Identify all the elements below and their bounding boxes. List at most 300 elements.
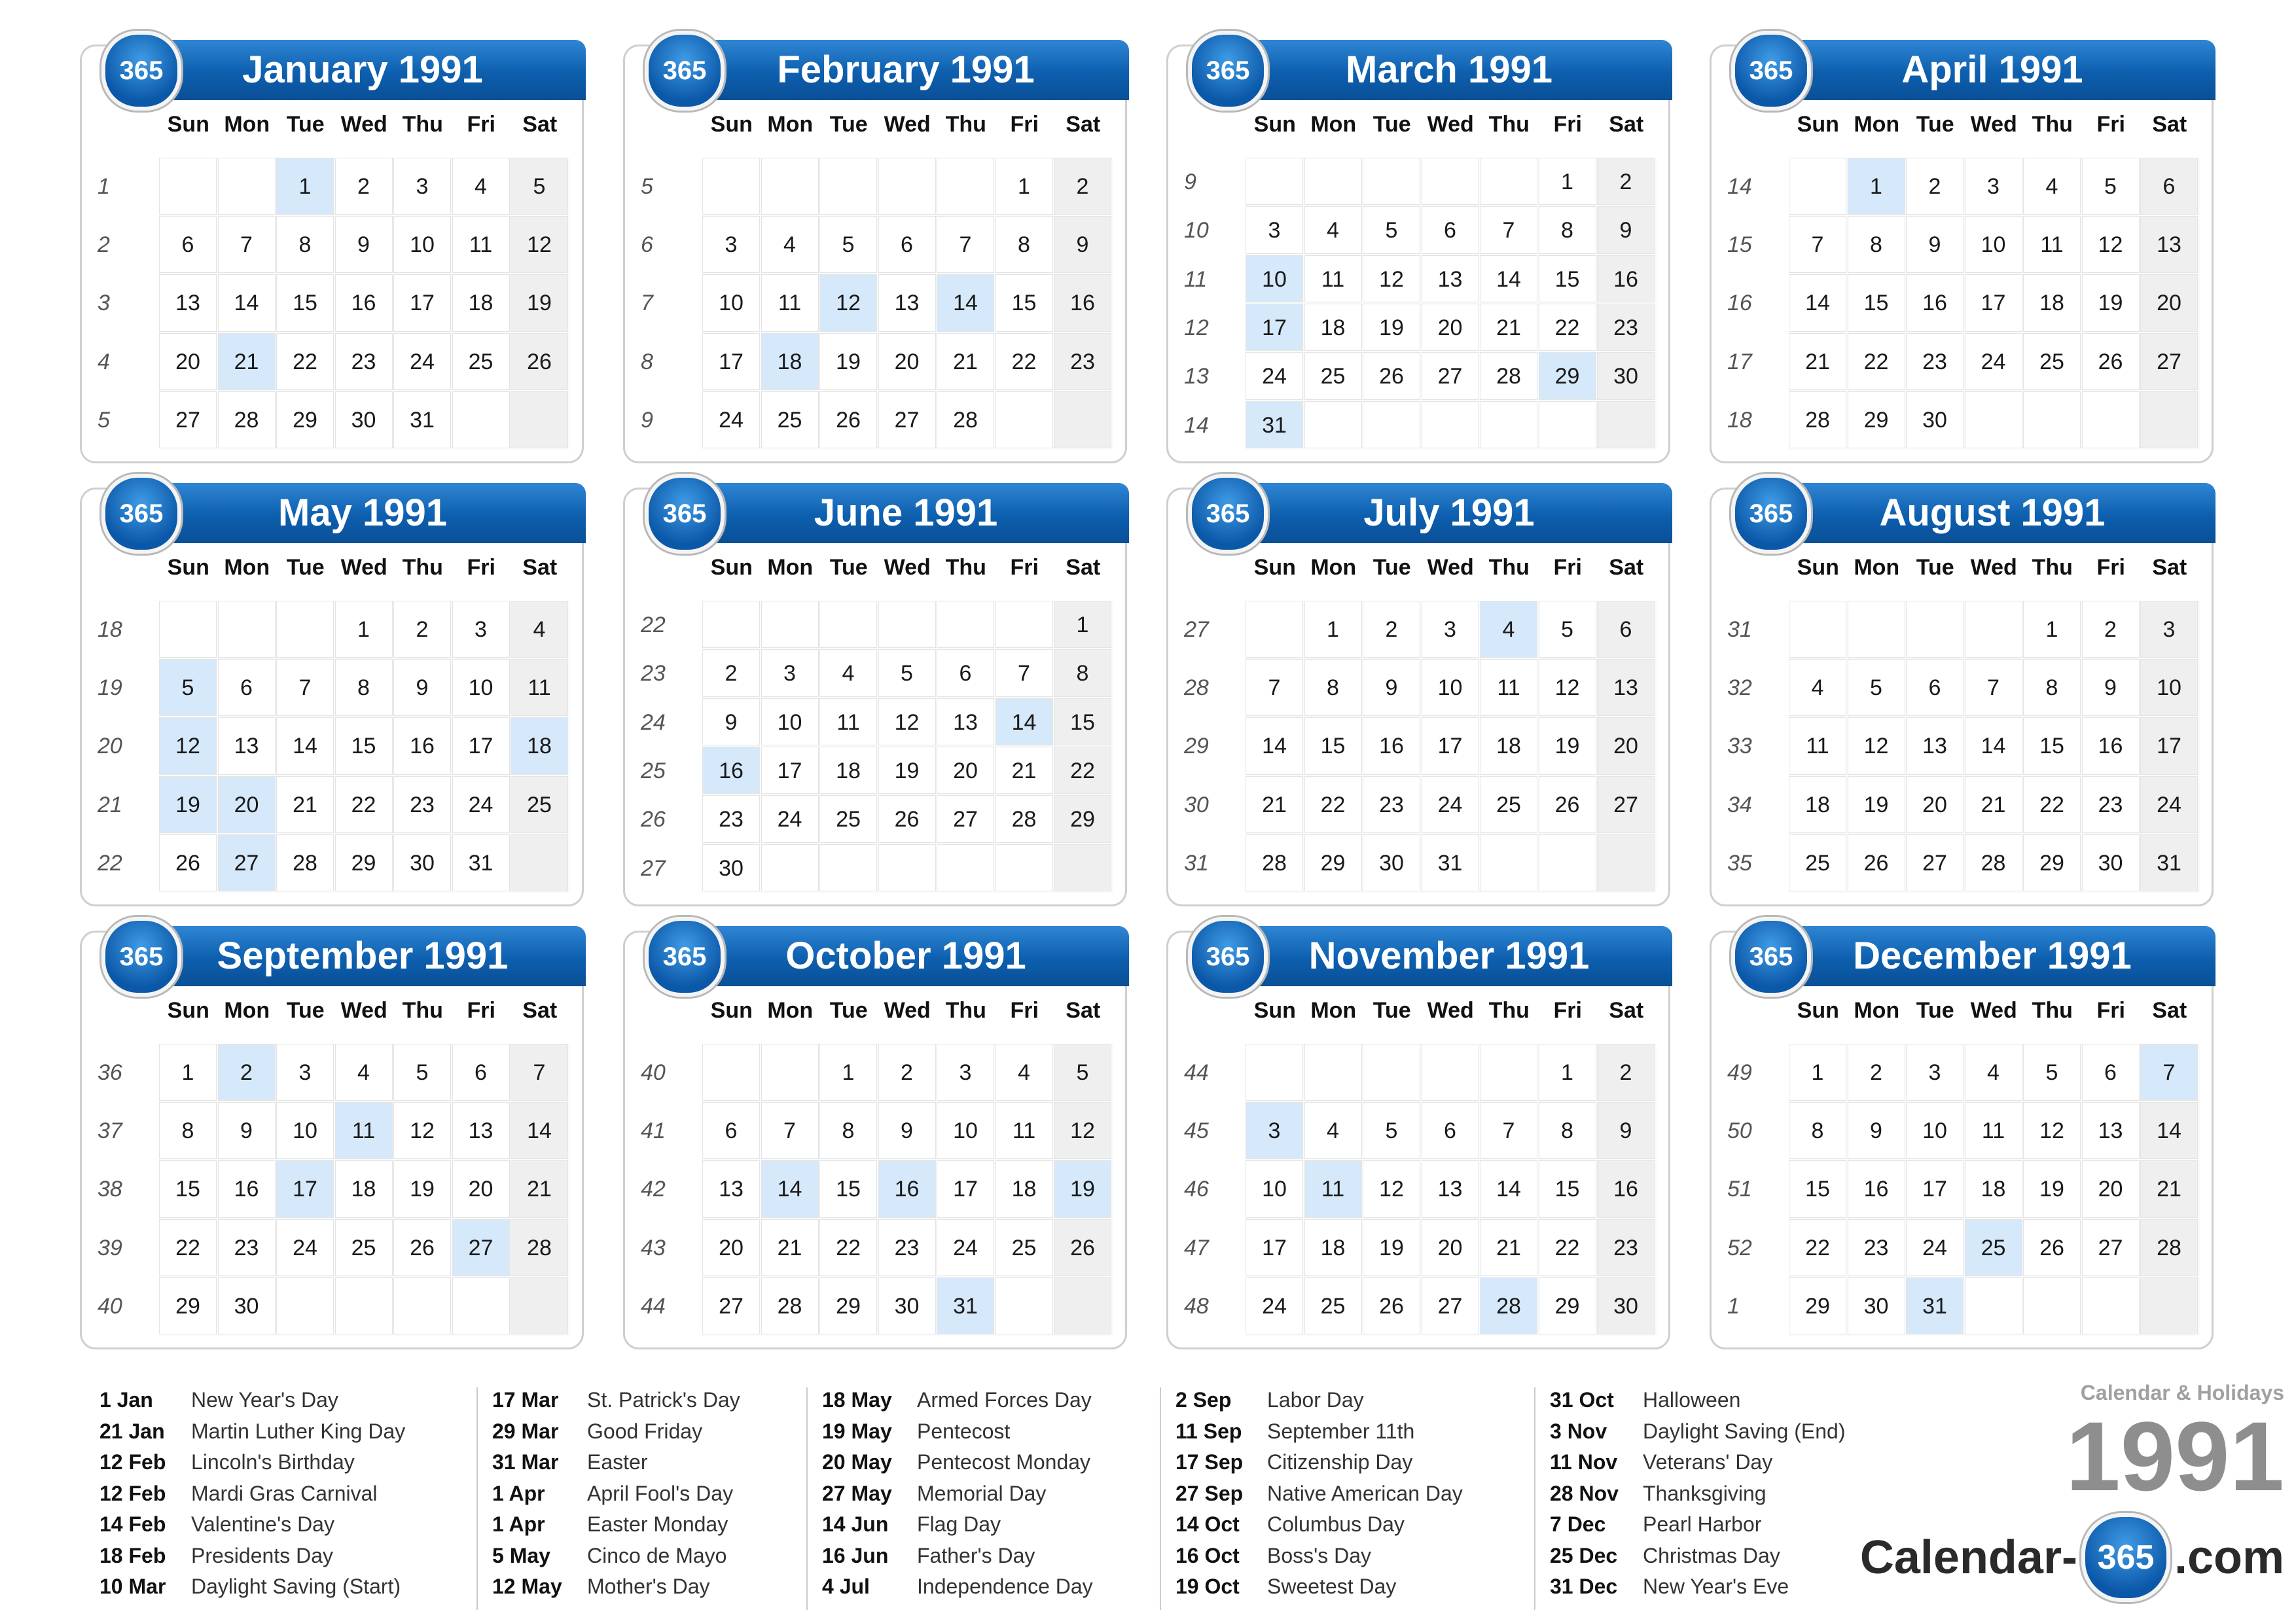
holiday-date: 11 Nov bbox=[1550, 1450, 1618, 1474]
badge-365-icon: 365 bbox=[101, 31, 181, 111]
day-cell: 5 bbox=[1539, 601, 1596, 658]
holiday-date: 4 Jul bbox=[822, 1575, 870, 1598]
day-cell: 17 bbox=[1246, 304, 1303, 351]
empty-day-cell bbox=[1054, 844, 1111, 891]
holiday-name: St. Patrick's Day bbox=[587, 1388, 740, 1412]
weekday-header: Sun bbox=[167, 555, 209, 580]
holiday-name: Memorial Day bbox=[917, 1481, 1047, 1505]
day-cell: 3 bbox=[937, 1044, 994, 1101]
day-cell: 2 bbox=[1906, 158, 1964, 215]
day-cell: 28 bbox=[1246, 834, 1303, 891]
day-cell: 9 bbox=[218, 1102, 276, 1159]
holiday-entry bbox=[492, 1385, 740, 1416]
day-cell: 12 bbox=[1054, 1102, 1111, 1159]
day-cell: 22 bbox=[996, 333, 1053, 390]
holiday-name: New Year's Day bbox=[191, 1388, 338, 1412]
weekday-header: Mon bbox=[767, 555, 814, 580]
day-cell: 11 bbox=[1480, 659, 1537, 716]
day-cell: 25 bbox=[819, 795, 877, 842]
day-cell: 16 bbox=[702, 747, 760, 794]
day-cell: 1 bbox=[996, 158, 1053, 215]
holiday-column bbox=[1550, 1385, 1845, 1603]
weekday-header: Sat bbox=[522, 112, 558, 137]
week-number: 46 bbox=[1184, 1177, 1209, 1202]
day-cell: 29 bbox=[1539, 352, 1596, 399]
day-cell: 5 bbox=[819, 216, 877, 273]
brand-subtitle: Calendar & Holidays bbox=[2080, 1381, 2284, 1404]
day-cell: 11 bbox=[1304, 1160, 1362, 1217]
month-card bbox=[1710, 488, 2214, 906]
empty-day-cell bbox=[1789, 158, 1846, 215]
weekday-header: Thu bbox=[945, 555, 986, 580]
week-number: 6 bbox=[641, 232, 653, 258]
day-cell: 27 bbox=[2140, 333, 2198, 390]
day-cell: 19 bbox=[2023, 1160, 2081, 1217]
day-cell: 14 bbox=[996, 698, 1053, 745]
day-cell: 25 bbox=[1480, 776, 1537, 833]
holiday-entry bbox=[1175, 1571, 1463, 1603]
empty-day-cell bbox=[761, 1044, 819, 1101]
weekday-header: Tue bbox=[829, 555, 868, 580]
day-cell: 15 bbox=[1539, 1160, 1596, 1217]
holiday-entry bbox=[99, 1478, 405, 1510]
week-number: 42 bbox=[641, 1177, 666, 1202]
day-cell: 15 bbox=[1789, 1160, 1846, 1217]
empty-day-cell bbox=[276, 601, 334, 658]
weekday-header: Fri bbox=[1553, 555, 1582, 580]
day-cell: 13 bbox=[1906, 717, 1964, 774]
day-cell: 23 bbox=[335, 333, 393, 390]
holiday-entry bbox=[99, 1385, 405, 1416]
day-cell: 20 bbox=[878, 333, 936, 390]
week-number: 51 bbox=[1727, 1177, 1752, 1202]
month-title: July 1991 bbox=[1363, 491, 1535, 534]
week-number: 25 bbox=[641, 758, 666, 783]
holiday-name: Cinco de Mayo bbox=[587, 1543, 727, 1567]
day-cell: 27 bbox=[1597, 776, 1655, 833]
weekday-header: Mon bbox=[1854, 112, 1900, 137]
day-cell: 19 bbox=[159, 776, 217, 833]
day-cell: 6 bbox=[1906, 659, 1964, 716]
month-title: March 1991 bbox=[1346, 48, 1552, 91]
day-cell: 22 bbox=[819, 1219, 877, 1276]
week-number: 22 bbox=[98, 850, 122, 876]
day-cell: 19 bbox=[2082, 274, 2140, 331]
month-card bbox=[623, 45, 1127, 463]
day-cell: 10 bbox=[2140, 659, 2198, 716]
holiday-entry bbox=[822, 1478, 1093, 1510]
day-cell: 14 bbox=[218, 274, 276, 331]
empty-day-cell bbox=[2023, 1277, 2081, 1334]
month-header bbox=[1200, 483, 1672, 543]
day-cell: 5 bbox=[2023, 1044, 2081, 1101]
empty-day-cell bbox=[2140, 391, 2198, 448]
holiday-name: Christmas Day bbox=[1643, 1543, 1780, 1567]
weekday-header: Mon bbox=[767, 112, 814, 137]
empty-day-cell bbox=[1539, 834, 1596, 891]
day-cell: 13 bbox=[2140, 216, 2198, 273]
holiday-date: 16 Jun bbox=[822, 1543, 889, 1567]
day-cell: 29 bbox=[159, 1277, 217, 1334]
holiday-name: Native American Day bbox=[1267, 1481, 1463, 1505]
day-cell: 9 bbox=[878, 1102, 936, 1159]
month-card bbox=[1710, 45, 2214, 463]
holiday-date: 2 Sep bbox=[1175, 1388, 1232, 1412]
holiday-entry bbox=[1550, 1447, 1845, 1478]
month-card bbox=[80, 931, 584, 1349]
day-cell: 22 bbox=[335, 776, 393, 833]
week-number: 52 bbox=[1727, 1235, 1752, 1260]
day-cell: 15 bbox=[1539, 255, 1596, 302]
month-header bbox=[656, 483, 1129, 543]
weekday-header: Fri bbox=[1010, 112, 1039, 137]
week-number: 27 bbox=[1184, 617, 1209, 642]
holiday-date: 27 May bbox=[822, 1481, 892, 1505]
day-cell: 29 bbox=[1848, 391, 1905, 448]
day-cell: 21 bbox=[2140, 1160, 2198, 1217]
week-number: 1 bbox=[1727, 1293, 1740, 1319]
badge-365-icon: 365 bbox=[1188, 31, 1268, 111]
day-cell: 25 bbox=[1789, 834, 1846, 891]
weekday-header: Mon bbox=[1854, 998, 1900, 1023]
week-number: 1 bbox=[98, 174, 110, 199]
day-cell: 20 bbox=[2140, 274, 2198, 331]
day-cell: 16 bbox=[1054, 274, 1111, 331]
day-cell: 17 bbox=[702, 333, 760, 390]
month-card bbox=[1166, 45, 1670, 463]
month-title: January 1991 bbox=[242, 48, 483, 91]
day-cell: 27 bbox=[1422, 1277, 1479, 1334]
weekday-header: Fri bbox=[1010, 555, 1039, 580]
weekday-header: Thu bbox=[945, 112, 986, 137]
month-header bbox=[113, 483, 586, 543]
day-cell: 15 bbox=[996, 274, 1053, 331]
day-cell: 4 bbox=[1480, 601, 1537, 658]
day-cell: 11 bbox=[819, 698, 877, 745]
holiday-date: 7 Dec bbox=[1550, 1512, 1606, 1536]
day-cell: 16 bbox=[1906, 274, 1964, 331]
day-cell: 16 bbox=[335, 274, 393, 331]
day-cell: 29 bbox=[1789, 1277, 1846, 1334]
empty-day-cell bbox=[1363, 401, 1420, 448]
holiday-name: Columbus Day bbox=[1267, 1512, 1405, 1536]
empty-day-cell bbox=[937, 844, 994, 891]
day-cell: 6 bbox=[159, 216, 217, 273]
day-cell: 11 bbox=[996, 1102, 1053, 1159]
day-cell: 24 bbox=[702, 391, 760, 448]
day-cell: 12 bbox=[1539, 659, 1596, 716]
empty-day-cell bbox=[1304, 1044, 1362, 1101]
day-cell: 10 bbox=[937, 1102, 994, 1159]
day-cell: 6 bbox=[1422, 1102, 1479, 1159]
week-number: 31 bbox=[1727, 617, 1752, 642]
day-cell: 7 bbox=[1480, 1102, 1537, 1159]
holiday-date: 11 Sep bbox=[1175, 1419, 1242, 1443]
day-cell: 26 bbox=[2082, 333, 2140, 390]
day-cell: 17 bbox=[393, 274, 451, 331]
empty-day-cell bbox=[1480, 158, 1537, 205]
day-cell: 23 bbox=[2082, 776, 2140, 833]
day-cell: 18 bbox=[452, 274, 510, 331]
day-cell: 31 bbox=[393, 391, 451, 448]
day-cell: 27 bbox=[878, 391, 936, 448]
holiday-name: Pentecost bbox=[917, 1419, 1011, 1443]
holiday-name: Easter bbox=[587, 1450, 648, 1474]
empty-day-cell bbox=[1965, 391, 2022, 448]
month-card bbox=[623, 931, 1127, 1349]
day-cell: 4 bbox=[819, 649, 877, 696]
holiday-name: Labor Day bbox=[1267, 1388, 1364, 1412]
day-cell: 9 bbox=[393, 659, 451, 716]
day-cell: 30 bbox=[702, 844, 760, 891]
weekday-header: Tue bbox=[829, 112, 868, 137]
day-cell: 12 bbox=[2082, 216, 2140, 273]
day-cell: 17 bbox=[1965, 274, 2022, 331]
day-cell: 9 bbox=[2082, 659, 2140, 716]
month-card bbox=[80, 488, 584, 906]
day-cell: 19 bbox=[1848, 776, 1905, 833]
day-cell: 2 bbox=[1848, 1044, 1905, 1101]
day-cell: 20 bbox=[937, 747, 994, 794]
day-cell: 16 bbox=[1597, 1160, 1655, 1217]
day-cell: 20 bbox=[1597, 717, 1655, 774]
day-cell: 27 bbox=[218, 834, 276, 891]
weekday-header: Fri bbox=[1010, 998, 1039, 1023]
day-cell: 18 bbox=[1965, 1160, 2022, 1217]
day-cell: 2 bbox=[335, 158, 393, 215]
day-cell: 18 bbox=[511, 717, 568, 774]
day-cell: 5 bbox=[159, 659, 217, 716]
empty-day-cell bbox=[702, 1044, 760, 1101]
day-cell: 6 bbox=[702, 1102, 760, 1159]
week-number: 24 bbox=[641, 709, 666, 735]
day-cell: 19 bbox=[393, 1160, 451, 1217]
week-number: 40 bbox=[98, 1293, 122, 1319]
weekday-header: Tue bbox=[286, 998, 325, 1023]
holiday-name: Armed Forces Day bbox=[917, 1388, 1092, 1412]
holiday-name: September 11th bbox=[1267, 1419, 1415, 1443]
day-cell: 16 bbox=[1363, 717, 1420, 774]
day-cell: 13 bbox=[2082, 1102, 2140, 1159]
holiday-column bbox=[822, 1385, 1093, 1603]
holiday-name: Lincoln's Birthday bbox=[191, 1450, 355, 1474]
weekday-header: Tue bbox=[1372, 112, 1411, 137]
day-cell: 19 bbox=[511, 274, 568, 331]
day-cell: 26 bbox=[1054, 1219, 1111, 1276]
day-cell: 8 bbox=[2023, 659, 2081, 716]
weekday-header: Fri bbox=[467, 555, 495, 580]
day-cell: 28 bbox=[1480, 1277, 1537, 1334]
day-cell: 17 bbox=[1422, 717, 1479, 774]
weekday-header: Mon bbox=[224, 112, 270, 137]
day-cell: 20 bbox=[2082, 1160, 2140, 1217]
day-cell: 24 bbox=[1422, 776, 1479, 833]
badge-365-icon: 365 bbox=[1731, 474, 1811, 554]
day-cell: 23 bbox=[702, 795, 760, 842]
empty-day-cell bbox=[761, 844, 819, 891]
weekday-header: Mon bbox=[1310, 555, 1357, 580]
empty-day-cell bbox=[452, 391, 510, 448]
empty-day-cell bbox=[1965, 601, 2022, 658]
day-cell: 4 bbox=[1304, 1102, 1362, 1159]
day-cell: 6 bbox=[2140, 158, 2198, 215]
month-card bbox=[623, 488, 1127, 906]
day-cell: 30 bbox=[1597, 352, 1655, 399]
day-cell: 14 bbox=[2140, 1102, 2198, 1159]
badge-365-icon: 365 bbox=[1188, 917, 1268, 997]
day-cell: 8 bbox=[276, 216, 334, 273]
day-cell: 18 bbox=[761, 333, 819, 390]
weekday-header: Fri bbox=[2096, 112, 2125, 137]
day-cell: 6 bbox=[218, 659, 276, 716]
day-cell: 10 bbox=[1246, 1160, 1303, 1217]
holiday-name: Veterans' Day bbox=[1643, 1450, 1773, 1474]
day-cell: 17 bbox=[1246, 1219, 1303, 1276]
holiday-entry bbox=[822, 1509, 1093, 1541]
day-cell: 21 bbox=[937, 333, 994, 390]
day-cell: 26 bbox=[1363, 1277, 1420, 1334]
week-number: 44 bbox=[1184, 1060, 1209, 1085]
month-header bbox=[1200, 40, 1672, 100]
badge-365-icon: 365 bbox=[645, 31, 725, 111]
holiday-entry bbox=[1550, 1541, 1845, 1572]
day-cell: 16 bbox=[218, 1160, 276, 1217]
month-card bbox=[80, 45, 584, 463]
week-number: 32 bbox=[1727, 675, 1752, 701]
day-cell: 14 bbox=[276, 717, 334, 774]
holiday-name: Thanksgiving bbox=[1643, 1481, 1767, 1505]
day-cell: 10 bbox=[1422, 659, 1479, 716]
holiday-entry bbox=[99, 1416, 405, 1448]
holiday-date: 19 Oct bbox=[1175, 1575, 1240, 1598]
day-cell: 20 bbox=[1422, 1219, 1479, 1276]
day-cell: 7 bbox=[1789, 216, 1846, 273]
week-number: 38 bbox=[98, 1177, 122, 1202]
day-cell: 24 bbox=[1246, 1277, 1303, 1334]
day-cell: 11 bbox=[511, 659, 568, 716]
brand-site-logo[interactable] bbox=[1860, 1518, 2284, 1597]
empty-day-cell bbox=[452, 1277, 510, 1334]
weekday-header: Sun bbox=[167, 998, 209, 1023]
holiday-entry bbox=[99, 1447, 405, 1478]
day-cell: 31 bbox=[2140, 834, 2198, 891]
weekday-header: Sun bbox=[710, 555, 753, 580]
column-divider bbox=[476, 1387, 478, 1610]
day-cell: 28 bbox=[1789, 391, 1846, 448]
weekday-header: Thu bbox=[402, 998, 443, 1023]
week-number: 48 bbox=[1184, 1293, 1209, 1319]
day-cell: 23 bbox=[1597, 1219, 1655, 1276]
week-number: 22 bbox=[641, 613, 666, 637]
holiday-entry bbox=[1550, 1416, 1845, 1448]
day-cell: 23 bbox=[218, 1219, 276, 1276]
day-cell: 9 bbox=[1363, 659, 1420, 716]
holiday-entry bbox=[1175, 1478, 1463, 1510]
day-cell: 5 bbox=[1363, 206, 1420, 253]
week-number: 18 bbox=[1727, 407, 1752, 433]
empty-day-cell bbox=[996, 844, 1053, 891]
holiday-date: 12 Feb bbox=[99, 1450, 166, 1474]
day-cell: 8 bbox=[1304, 659, 1362, 716]
weekday-header: Sun bbox=[1797, 112, 1839, 137]
day-cell: 30 bbox=[393, 834, 451, 891]
day-cell: 2 bbox=[218, 1044, 276, 1101]
week-number: 9 bbox=[1184, 169, 1196, 194]
weekday-header: Sun bbox=[1253, 555, 1296, 580]
holiday-entry bbox=[99, 1509, 405, 1541]
weekday-header: Wed bbox=[884, 998, 931, 1023]
weekday-header: Wed bbox=[884, 112, 931, 137]
holiday-name: New Year's Eve bbox=[1643, 1575, 1789, 1598]
day-cell: 12 bbox=[1363, 255, 1420, 302]
holiday-entry bbox=[492, 1447, 740, 1478]
weekday-header: Thu bbox=[2032, 112, 2073, 137]
day-cell: 31 bbox=[452, 834, 510, 891]
holiday-date: 12 Feb bbox=[99, 1481, 166, 1505]
day-cell: 18 bbox=[819, 747, 877, 794]
day-cell: 1 bbox=[276, 158, 334, 215]
day-cell: 1 bbox=[819, 1044, 877, 1101]
day-cell: 8 bbox=[819, 1102, 877, 1159]
holiday-entry bbox=[1550, 1509, 1845, 1541]
holiday-entry bbox=[1175, 1509, 1463, 1541]
day-cell: 24 bbox=[452, 776, 510, 833]
holiday-date: 14 Jun bbox=[822, 1512, 889, 1536]
day-cell: 2 bbox=[1054, 158, 1111, 215]
holiday-column bbox=[1175, 1385, 1463, 1603]
day-cell: 19 bbox=[1054, 1160, 1111, 1217]
empty-day-cell bbox=[511, 1277, 568, 1334]
holiday-name: Flag Day bbox=[917, 1512, 1001, 1536]
day-cell: 14 bbox=[761, 1160, 819, 1217]
weekday-header: Fri bbox=[1553, 998, 1582, 1023]
month-header bbox=[1743, 40, 2215, 100]
week-number: 36 bbox=[98, 1060, 122, 1085]
weekday-header: Sat bbox=[2152, 555, 2187, 580]
day-cell: 9 bbox=[335, 216, 393, 273]
day-cell: 26 bbox=[1848, 834, 1905, 891]
brand-site-suffix: .com bbox=[2174, 1531, 2284, 1584]
day-cell: 13 bbox=[1422, 1160, 1479, 1217]
holiday-entry bbox=[492, 1416, 740, 1448]
week-number: 12 bbox=[1184, 315, 1209, 340]
month-header bbox=[1200, 926, 1672, 986]
weekday-header: Sat bbox=[1609, 998, 1644, 1023]
day-cell: 18 bbox=[1304, 304, 1362, 351]
holiday-date: 31 Mar bbox=[492, 1450, 559, 1474]
day-cell: 26 bbox=[511, 333, 568, 390]
day-cell: 10 bbox=[1246, 255, 1303, 302]
holiday-entry bbox=[99, 1571, 405, 1603]
day-cell: 23 bbox=[1906, 333, 1964, 390]
day-cell: 24 bbox=[2140, 776, 2198, 833]
day-cell: 21 bbox=[761, 1219, 819, 1276]
weekday-header: Sun bbox=[1253, 112, 1296, 137]
weekday-header: Sun bbox=[167, 112, 209, 137]
day-cell: 14 bbox=[1246, 717, 1303, 774]
month-card bbox=[1166, 931, 1670, 1349]
day-cell: 30 bbox=[2082, 834, 2140, 891]
day-cell: 15 bbox=[159, 1160, 217, 1217]
day-cell: 8 bbox=[1054, 649, 1111, 696]
day-cell: 11 bbox=[2023, 216, 2081, 273]
day-cell: 28 bbox=[218, 391, 276, 448]
brand-year: 1991 bbox=[2066, 1401, 2284, 1511]
week-number: 29 bbox=[1184, 734, 1209, 759]
weekday-header: Thu bbox=[402, 555, 443, 580]
day-cell: 1 bbox=[1054, 601, 1111, 648]
day-cell: 27 bbox=[2082, 1219, 2140, 1276]
